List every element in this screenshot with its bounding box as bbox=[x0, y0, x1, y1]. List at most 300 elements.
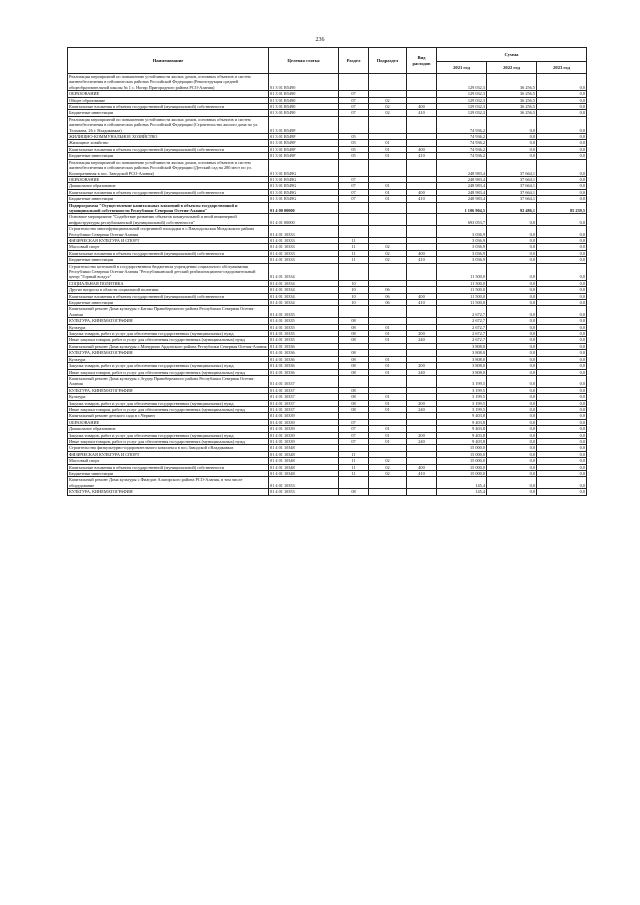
cell-2022: 0,0 bbox=[487, 226, 537, 238]
cell-2021: 2 672,7 bbox=[437, 306, 487, 318]
cell-2021: 3 199,5 bbox=[437, 375, 487, 387]
cell-expense-type bbox=[407, 159, 437, 176]
cell-2023: 0,0 bbox=[537, 471, 587, 477]
cell-section: 05 bbox=[339, 134, 369, 140]
cell-name: Строительство физкультурно-оздоровительного комплекса в пос.Заводской г.Владикавказ bbox=[68, 445, 269, 451]
cell-name: Капитальный ремонт Дома культуры с.Фиагдон Алагирского района РСО-Алания, в том числе оборудование bbox=[68, 477, 269, 489]
cell-section: 08 bbox=[339, 400, 369, 406]
cell-expense-type: 200 bbox=[407, 432, 437, 438]
table-row bbox=[68, 375, 587, 387]
cell-2021: 9 403,8 bbox=[437, 438, 487, 444]
cell-name: Капитальный ремонт Дома культуры с.Батако Правобережного района Республики Северная Осетия-Алания bbox=[68, 306, 269, 318]
cell-name: Бюджетные инвестиции bbox=[68, 471, 269, 477]
cell-subsection: 01 bbox=[369, 406, 407, 412]
cell-target: 01 4 01 10333 bbox=[269, 244, 339, 250]
cell-2023: 0,0 bbox=[537, 257, 587, 263]
cell-section: 11 bbox=[339, 458, 369, 464]
table-header bbox=[68, 48, 587, 74]
cell-expense-type: 240 bbox=[407, 369, 437, 375]
cell-2021: 15 000,0 bbox=[437, 445, 487, 451]
cell-subsection: 02 bbox=[369, 97, 407, 103]
cell-2022: 0,0 bbox=[487, 237, 537, 243]
cell-name: Реализация мероприятий по повышению устойчивости жилых домов, основных объектов и систем жизнеобеспечения в сейсмических районах Российской Федерации (Строительство жилого дома по ул. Тельмана, 26 г. Владикавказ) bbox=[68, 116, 269, 133]
cell-section: 08 bbox=[339, 356, 369, 362]
cell-target: 01 4 01 10336 bbox=[269, 343, 339, 349]
cell-subsection: 01 bbox=[369, 183, 407, 189]
cell-section: 08 bbox=[339, 318, 369, 324]
cell-2022: 0,0 bbox=[487, 280, 537, 286]
cell-target: 01 4 01 10339 bbox=[269, 413, 339, 419]
cell-2022: 0,0 bbox=[487, 458, 537, 464]
cell-target: 01 4 01 10348 bbox=[269, 464, 339, 470]
cell-section: 11 bbox=[339, 464, 369, 470]
cell-subsection bbox=[369, 263, 407, 280]
cell-section: 11 bbox=[339, 244, 369, 250]
cell-2023: 0,0 bbox=[537, 387, 587, 393]
cell-section: 11 bbox=[339, 451, 369, 457]
cell-name: Иные закупки товаров, работ и услуг для обеспечения государственных (муниципальных) нужд bbox=[68, 438, 269, 444]
cell-2021: 3 808,0 bbox=[437, 350, 487, 356]
cell-2022: 0,0 bbox=[487, 451, 537, 457]
cell-2022: 0,0 bbox=[487, 471, 537, 477]
cell-section: 11 bbox=[339, 257, 369, 263]
cell-target: 01 3 01 R549F bbox=[269, 153, 339, 159]
cell-2021: 3 036,9 bbox=[437, 257, 487, 263]
cell-2021: 3 036,9 bbox=[437, 226, 487, 238]
cell-name: Капитальные вложения в объекты государственной (муниципальной) собственности bbox=[68, 293, 269, 299]
cell-subsection: 01 bbox=[369, 196, 407, 202]
cell-2021: 129 032,3 bbox=[437, 110, 487, 116]
cell-2023: 0,0 bbox=[537, 451, 587, 457]
cell-section bbox=[339, 375, 369, 387]
cell-2022: 36 256,5 bbox=[487, 74, 537, 91]
cell-expense-type: 410 bbox=[407, 110, 437, 116]
cell-name: Капитальные вложения в объекты государственной (муниципальной) собственности bbox=[68, 146, 269, 152]
cell-subsection bbox=[369, 202, 407, 214]
cell-name: Капитальный ремонт Дома культуры с.Мичурино Ардонского района Республики Северная Осетия-Алания bbox=[69, 343, 267, 349]
cell-2023: 0,0 bbox=[537, 413, 587, 419]
cell-name: Капитальные вложения в объекты государственной (муниципальной) собственности bbox=[68, 464, 269, 470]
cell-2022: 37 664,1 bbox=[487, 183, 537, 189]
cell-subsection: 02 bbox=[369, 464, 407, 470]
cell-2023: 0,0 bbox=[537, 432, 587, 438]
cell-2022: 0,0 bbox=[487, 369, 537, 375]
cell-2021: 15 000,0 bbox=[437, 471, 487, 477]
cell-2022: 0,0 bbox=[487, 356, 537, 362]
cell-2022: 0,0 bbox=[487, 257, 537, 263]
cell-2021: 129 032,3 bbox=[437, 91, 487, 97]
cell-expense-type: 200 bbox=[407, 400, 437, 406]
cell-target: 01 4 01 10333 bbox=[269, 226, 339, 238]
cell-section: 07 bbox=[339, 104, 369, 110]
cell-section bbox=[339, 159, 369, 176]
cell-section: 05 bbox=[339, 140, 369, 146]
cell-expense-type bbox=[407, 202, 437, 214]
cell-expense-type: 410 bbox=[407, 196, 437, 202]
table-row bbox=[68, 159, 587, 176]
cell-2022: 0,0 bbox=[487, 432, 537, 438]
cell-subsection: 02 bbox=[369, 110, 407, 116]
cell-2022: 0,0 bbox=[487, 464, 537, 470]
cell-target: 01 3 01 R549G bbox=[269, 159, 339, 176]
cell-2023: 0,0 bbox=[537, 343, 587, 349]
cell-2021: 74 936,2 bbox=[437, 134, 487, 140]
cell-2023: 0,0 bbox=[537, 140, 587, 146]
cell-2021: 129 032,3 bbox=[437, 74, 487, 91]
page-number: 236 bbox=[315, 37, 325, 43]
cell-target: 01 4 01 10337 bbox=[269, 394, 339, 400]
cell-section: 07 bbox=[339, 426, 369, 432]
cell-expense-type bbox=[407, 306, 437, 318]
cell-target: 01 3 01 R549F bbox=[269, 140, 339, 146]
cell-name: Массовый спорт bbox=[68, 244, 269, 250]
cell-name: Закупка товаров, работ и услуг для обеспечения государственных (муниципальных) нужд bbox=[68, 400, 269, 406]
cell-name: Основное мероприятие "Содействие развитию объектов коммунальной и иной инженерной инфраструктуры республиканской (муниципальной) собственности" bbox=[68, 214, 269, 226]
cell-section bbox=[339, 263, 369, 280]
cell-2023: 85 239,5 bbox=[537, 202, 587, 214]
cell-name: Бюджетные инвестиции bbox=[68, 153, 269, 159]
cell-target: 01 4 01 10336 bbox=[269, 350, 339, 356]
cell-name: Строительство многофункциональной спортивной площадки в с.Павлодольская Моздокского района Республики Северная Осетия-Алания bbox=[68, 226, 269, 238]
cell-2022: 0,0 bbox=[487, 438, 537, 444]
cell-target: 01 4 01 10336 bbox=[269, 363, 339, 369]
cell-name: КУЛЬТУРА, КИНЕМАТОГРАФИЯ bbox=[68, 350, 269, 356]
cell-expense-type: 240 bbox=[407, 337, 437, 343]
cell-2023: 0,0 bbox=[537, 153, 587, 159]
cell-name: Массовый спорт bbox=[68, 458, 269, 464]
cell-target: 01 4 01 10334 bbox=[269, 280, 339, 286]
cell-2023: 0,0 bbox=[537, 74, 587, 91]
cell-2021: 3 808,0 bbox=[437, 369, 487, 375]
cell-target: 01 4 01 10335 bbox=[269, 306, 339, 318]
cell-subsection: 02 bbox=[369, 471, 407, 477]
cell-2023: 0,0 bbox=[537, 116, 587, 133]
cell-subsection: 01 bbox=[369, 394, 407, 400]
cell-2023: 0,0 bbox=[537, 97, 587, 103]
cell-subsection: 01 bbox=[369, 426, 407, 432]
cell-target: 01 4 01 10334 bbox=[269, 263, 339, 280]
cell-2022: 0,0 bbox=[487, 250, 537, 256]
cell-section: 05 bbox=[339, 153, 369, 159]
cell-2022: 0,0 bbox=[487, 489, 537, 495]
cell-2023: 0,0 bbox=[537, 189, 587, 195]
cell-2022: 0,0 bbox=[487, 153, 537, 159]
cell-2021: 2 672,7 bbox=[437, 337, 487, 343]
cell-expense-type: 400 bbox=[407, 189, 437, 195]
cell-name: Бюджетные инвестиции bbox=[68, 300, 269, 306]
budget-table bbox=[67, 47, 587, 496]
cell-2022: 0,0 bbox=[487, 287, 537, 293]
cell-2022: 0,0 bbox=[487, 318, 537, 324]
cell-2021: 74 936,2 bbox=[437, 140, 487, 146]
cell-subsection bbox=[369, 477, 407, 489]
cell-name: КУЛЬТУРА, КИНЕМАТОГРАФИЯ bbox=[68, 489, 269, 495]
cell-name: ОБРАЗОВАНИЕ bbox=[68, 419, 269, 425]
cell-2023: 0,0 bbox=[537, 293, 587, 299]
cell-section: 07 bbox=[339, 419, 369, 425]
cell-expense-type: 400 bbox=[407, 104, 437, 110]
cell-2021: 74 936,2 bbox=[437, 146, 487, 152]
cell-section bbox=[339, 477, 369, 489]
cell-target: 01 4 01 10348 bbox=[269, 451, 339, 457]
cell-expense-type: 240 bbox=[407, 438, 437, 444]
cell-target: 01 3 01 R549F bbox=[269, 134, 339, 140]
cell-expense-type bbox=[407, 116, 437, 133]
cell-2021: 15 000,0 bbox=[437, 451, 487, 457]
cell-2022: 0,0 bbox=[487, 413, 537, 419]
cell-2023: 0,0 bbox=[537, 489, 587, 495]
cell-2022: 0,0 bbox=[487, 387, 537, 393]
cell-subsection: 02 bbox=[369, 104, 407, 110]
cell-expense-type: 410 bbox=[407, 471, 437, 477]
cell-2023: 0,0 bbox=[537, 464, 587, 470]
cell-2021: 11 500,0 bbox=[437, 263, 487, 280]
cell-2023: 0,0 bbox=[537, 419, 587, 425]
cell-2021: 3 808,0 bbox=[437, 343, 487, 349]
cell-target: 01 3 01 R549G bbox=[269, 183, 339, 189]
cell-2021: 9 403,8 bbox=[437, 426, 487, 432]
cell-section: 07 bbox=[339, 176, 369, 182]
header-subsection: Подраздел bbox=[369, 48, 407, 74]
cell-2023: 0,0 bbox=[537, 214, 587, 226]
cell-2022: 0,0 bbox=[487, 116, 537, 133]
cell-name: Дошкольное образование bbox=[68, 426, 269, 432]
cell-section: 10 bbox=[339, 293, 369, 299]
cell-2022: 0,0 bbox=[487, 406, 537, 412]
cell-subsection: 06 bbox=[369, 300, 407, 306]
cell-expense-type bbox=[407, 226, 437, 238]
cell-target: 01 4 01 10337 bbox=[269, 406, 339, 412]
cell-2021: 145,4 bbox=[437, 477, 487, 489]
cell-2021: 248 983,4 bbox=[437, 159, 487, 176]
cell-name: Капитальные вложения в объекты государственной (муниципальной) собственности bbox=[68, 189, 269, 195]
cell-expense-type: 410 bbox=[407, 153, 437, 159]
table-row bbox=[68, 263, 587, 280]
cell-2021: 248 983,4 bbox=[437, 183, 487, 189]
cell-target: 01 4 01 10339 bbox=[269, 426, 339, 432]
cell-name: ФИЗИЧЕСКАЯ КУЛЬТУРА И СПОРТ bbox=[68, 237, 269, 243]
cell-2022: 0,0 bbox=[487, 363, 537, 369]
cell-subsection: 01 bbox=[369, 324, 407, 330]
cell-section: 11 bbox=[339, 471, 369, 477]
header-2023: 2023 год bbox=[537, 62, 587, 74]
cell-name: Капитальный ремонт детского сада в с.Чермен bbox=[68, 413, 269, 419]
cell-name: Культура bbox=[68, 356, 269, 362]
cell-subsection: 01 bbox=[369, 146, 407, 152]
cell-2023: 0,0 bbox=[537, 458, 587, 464]
cell-2021: 9 403,8 bbox=[437, 432, 487, 438]
cell-target: 01 3 01 R5490 bbox=[269, 74, 339, 91]
cell-2022: 36 256,5 bbox=[487, 97, 537, 103]
cell-2021: 3 036,9 bbox=[437, 237, 487, 243]
cell-2023: 0,0 bbox=[537, 250, 587, 256]
cell-2021: 248 983,4 bbox=[437, 189, 487, 195]
cell-subsection: 01 bbox=[369, 356, 407, 362]
cell-2022: 0,0 bbox=[487, 214, 537, 226]
cell-expense-type bbox=[407, 375, 437, 387]
cell-2023: 0,0 bbox=[537, 445, 587, 451]
table-row bbox=[68, 202, 587, 214]
cell-name: Культура bbox=[68, 394, 269, 400]
cell-2022: 37 664,1 bbox=[487, 189, 537, 195]
cell-2022: 0,0 bbox=[487, 263, 537, 280]
cell-2021: 9 403,8 bbox=[437, 413, 487, 419]
cell-subsection: 02 bbox=[369, 458, 407, 464]
cell-target: 01 4 01 00000 bbox=[269, 214, 339, 226]
cell-2022: 36 256,5 bbox=[487, 104, 537, 110]
cell-2021: 248 983,4 bbox=[437, 196, 487, 202]
cell-section: 08 bbox=[339, 406, 369, 412]
cell-section: 08 bbox=[339, 350, 369, 356]
cell-subsection bbox=[369, 489, 407, 495]
cell-target: 01 4 01 10335 bbox=[269, 318, 339, 324]
cell-target: 01 4 01 10333 bbox=[269, 237, 339, 243]
cell-2023: 0,0 bbox=[537, 375, 587, 387]
cell-section: 07 bbox=[339, 432, 369, 438]
cell-expense-type: 410 bbox=[407, 257, 437, 263]
cell-2023: 0,0 bbox=[537, 324, 587, 330]
cell-target: 01 4 01 10348 bbox=[269, 458, 339, 464]
cell-2022: 36 256,5 bbox=[487, 110, 537, 116]
cell-2023: 0,0 bbox=[537, 134, 587, 140]
cell-name: ФИЗИЧЕСКАЯ КУЛЬТУРА И СПОРТ bbox=[68, 451, 269, 457]
cell-2023: 0,0 bbox=[537, 394, 587, 400]
table-row bbox=[68, 116, 587, 133]
cell-section: 11 bbox=[339, 237, 369, 243]
table-row bbox=[68, 226, 587, 238]
cell-2022: 0,0 bbox=[487, 350, 537, 356]
cell-2021: 3 036,9 bbox=[437, 244, 487, 250]
table-row bbox=[68, 214, 587, 226]
table-body bbox=[68, 74, 587, 496]
cell-target: 01 3 01 R549F bbox=[269, 116, 339, 133]
cell-2022: 0,0 bbox=[487, 343, 537, 349]
cell-2022: 0,0 bbox=[487, 146, 537, 152]
cell-2023: 0,0 bbox=[537, 91, 587, 97]
cell-subsection: 01 bbox=[369, 363, 407, 369]
header-2022: 2022 год bbox=[487, 62, 537, 74]
cell-subsection bbox=[369, 375, 407, 387]
cell-subsection: 02 bbox=[369, 250, 407, 256]
cell-2022: 92 486,1 bbox=[487, 202, 537, 214]
cell-name: КУЛЬТУРА, КИНЕМАТОГРАФИЯ bbox=[68, 387, 269, 393]
cell-expense-type: 400 bbox=[407, 464, 437, 470]
cell-target: 01 4 01 10335 bbox=[269, 324, 339, 330]
cell-2022: 0,0 bbox=[487, 293, 537, 299]
cell-name: Закупка товаров, работ и услуг для обеспечения государственных (муниципальных) нужд bbox=[68, 363, 269, 369]
cell-2021: 129 032,3 bbox=[437, 104, 487, 110]
cell-name: Бюджетные инвестиции bbox=[68, 257, 269, 263]
cell-name: Иные закупки товаров, работ и услуг для обеспечения государственных (муниципальных) нужд bbox=[68, 406, 269, 412]
cell-2023: 0,0 bbox=[537, 183, 587, 189]
cell-2021: 3 808,0 bbox=[437, 363, 487, 369]
cell-subsection: 01 bbox=[369, 400, 407, 406]
cell-2021: 3 036,9 bbox=[437, 250, 487, 256]
cell-expense-type bbox=[407, 74, 437, 91]
cell-section: 07 bbox=[339, 189, 369, 195]
cell-2021: 248 983,4 bbox=[437, 176, 487, 182]
cell-section: 08 bbox=[339, 337, 369, 343]
cell-expense-type bbox=[407, 477, 437, 489]
cell-subsection: 01 bbox=[369, 331, 407, 337]
cell-expense-type: 400 bbox=[407, 146, 437, 152]
cell-section: 07 bbox=[339, 91, 369, 97]
table-row bbox=[68, 477, 587, 489]
cell-section bbox=[339, 74, 369, 91]
cell-subsection: 01 bbox=[369, 369, 407, 375]
header-expense-type: Вид расходов bbox=[407, 48, 437, 74]
cell-name: Реализация мероприятий по повышению устойчивости жилых домов, основных объектов и систем жизнеобеспечения в сейсмических районах Российской Федерации (Реконструкция средней общеобразовательной школы № 1 с. Ногир Пригородного района РСО-Алания) bbox=[68, 74, 269, 91]
cell-2022: 0,0 bbox=[487, 426, 537, 432]
cell-target: 01 3 01 R5490 bbox=[269, 91, 339, 97]
cell-name: ОБРАЗОВАНИЕ bbox=[68, 176, 269, 182]
cell-2023: 0,0 bbox=[537, 176, 587, 182]
cell-name: Бюджетные инвестиции bbox=[68, 196, 269, 202]
cell-section: 10 bbox=[339, 300, 369, 306]
cell-subsection: 01 bbox=[369, 337, 407, 343]
cell-section: 08 bbox=[339, 489, 369, 495]
cell-target: 01 4 01 10348 bbox=[269, 445, 339, 451]
cell-2021: 3 199,5 bbox=[437, 406, 487, 412]
cell-section: 08 bbox=[339, 331, 369, 337]
cell-2023: 0,0 bbox=[537, 110, 587, 116]
cell-name: Закупка товаров, работ и услуг для обеспечения государственных (муниципальных) нужд bbox=[68, 331, 269, 337]
cell-2022: 0,0 bbox=[487, 140, 537, 146]
cell-target: 01 4 01 10333 bbox=[269, 257, 339, 263]
cell-target: 01 4 00 00000 bbox=[269, 202, 339, 214]
cell-name: Капитальные вложения в объекты государственной (муниципальной) собственности bbox=[68, 250, 269, 256]
cell-subsection: 06 bbox=[369, 287, 407, 293]
cell-name: Культура bbox=[68, 324, 269, 330]
cell-2023: 0,0 bbox=[537, 306, 587, 318]
cell-2022: 37 664,1 bbox=[487, 176, 537, 182]
cell-subsection bbox=[369, 159, 407, 176]
cell-target: 01 4 01 10337 bbox=[269, 387, 339, 393]
cell-2021: 9 403,8 bbox=[437, 419, 487, 425]
cell-2023: 0,0 bbox=[537, 244, 587, 250]
cell-expense-type bbox=[407, 263, 437, 280]
cell-2023: 0,0 bbox=[537, 146, 587, 152]
cell-section: 07 bbox=[339, 183, 369, 189]
cell-2022: 0,0 bbox=[487, 331, 537, 337]
cell-2021: 2 672,7 bbox=[437, 331, 487, 337]
cell-2021: 11 500,0 bbox=[437, 280, 487, 286]
cell-2023: 0,0 bbox=[537, 337, 587, 343]
cell-2021: 2 672,7 bbox=[437, 324, 487, 330]
cell-2023: 0,0 bbox=[537, 331, 587, 337]
cell-target: 01 4 01 10335 bbox=[269, 331, 339, 337]
header-section: Раздел bbox=[339, 48, 369, 74]
cell-target: 01 3 01 R549F bbox=[269, 146, 339, 152]
cell-2022: 0,0 bbox=[487, 134, 537, 140]
cell-subsection: 01 bbox=[369, 438, 407, 444]
cell-2023: 0,0 bbox=[537, 438, 587, 444]
cell-expense-type bbox=[407, 489, 437, 495]
cell-2021: 11 500,0 bbox=[437, 287, 487, 293]
cell-subsection: 01 bbox=[369, 189, 407, 195]
cell-section bbox=[339, 116, 369, 133]
cell-expense-type: 200 bbox=[407, 331, 437, 337]
cell-2023: 0,0 bbox=[537, 426, 587, 432]
cell-2022: 0,0 bbox=[487, 244, 537, 250]
cell-subsection: 01 bbox=[369, 153, 407, 159]
cell-section: 08 bbox=[339, 324, 369, 330]
cell-2023: 0,0 bbox=[537, 237, 587, 243]
cell-2021: 1 106 904,5 bbox=[437, 202, 487, 214]
cell-2022: 0,0 bbox=[487, 306, 537, 318]
cell-2021: 11 500,0 bbox=[437, 293, 487, 299]
cell-target: 01 4 01 10334 bbox=[269, 300, 339, 306]
